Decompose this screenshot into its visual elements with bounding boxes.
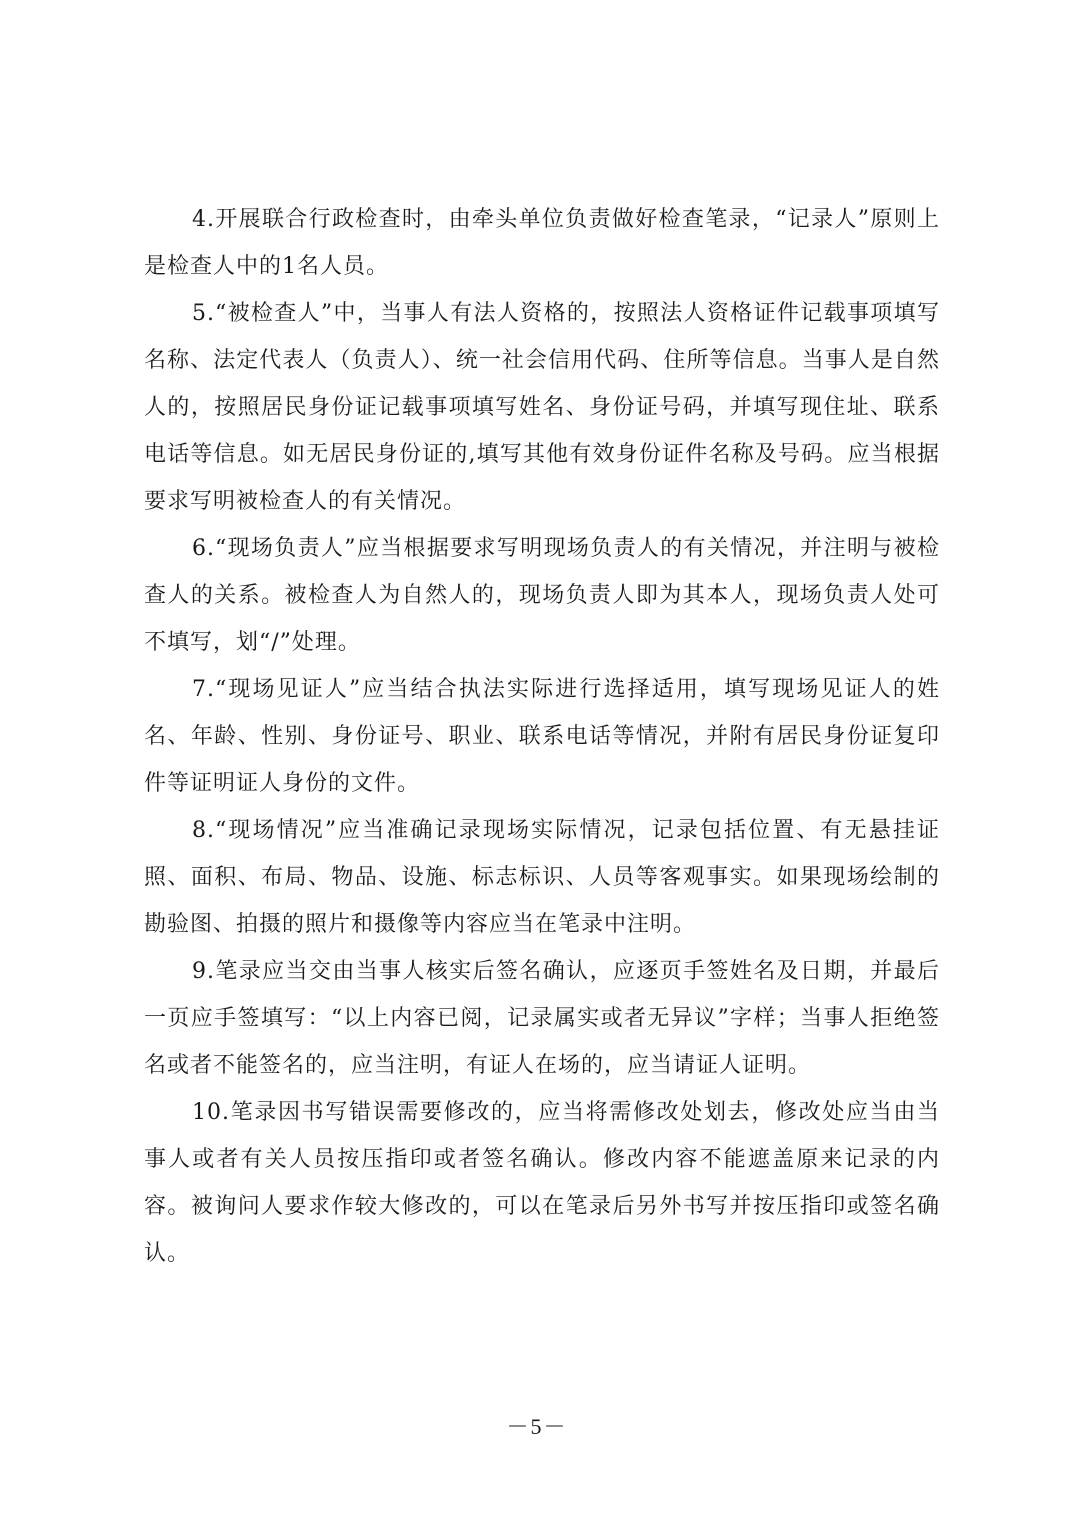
paragraph-item-5: 5.“被检查人”中，当事人有法人资格的，按照法人资格证件记载事项填写名称、法定代表人（负责人）、统一社会信用代码、住所等信息。当事人是自然人的，按照居民身份证记载事项填写姓名、身份证号码，并填写现住址、联系电话等信息。如无居民身份证的,填写其他有效身份证件名称及号码。应当根据要求写明被检查人的有关情况。 (144, 301, 940, 514)
paragraph-item-4: 4.开展联合行政检查时，由牵头单位负责做好检查笔录，“记录人”原则上是检查人中的1名人员。 (144, 207, 940, 279)
paragraph-item-8: 8.“现场情况”应当准确记录现场实际情况，记录包括位置、有无悬挂证照、面积、布局、物品、设施、标志标识、人员等客观事实。如果现场绘制的勘验图、拍摄的照片和摄像等内容应当在笔录中注明。 (144, 818, 940, 937)
paragraph-item-6: 6.“现场负责人”应当根据要求写明现场负责人的有关情况，并注明与被检查人的关系。被检查人为自然人的，现场负责人即为其本人，现场负责人处可不填写，划“/”处理。 (144, 536, 940, 655)
paragraph-item-7: 7.“现场见证人”应当结合执法实际进行选择适用，填写现场见证人的姓名、年龄、性别、身份证号、职业、联系电话等情况，并附有居民身份证复印件等证明证人身份的文件。 (144, 677, 940, 796)
document-body (144, 196, 940, 1277)
page-number: －5－ (506, 1414, 568, 1439)
paragraph-item-10: 10.笔录因书写错误需要修改的，应当将需修改处划去，修改处应当由当事人或者有关人员按压指印或者签名确认。修改内容不能遮盖原来记录的内容。被询问人要求作较大修改的，可以在笔录后另外书写并按压指印或签名确认。 (144, 1100, 940, 1266)
paragraph-item-9: 9.笔录应当交由当事人核实后签名确认，应逐页手签姓名及日期，并最后一页应手签填写：“以上内容已阅，记录属实或者无异议”字样；当事人拒绝签名或者不能签名的，应当注明，有证人在场的，应当请证人证明。 (144, 959, 940, 1078)
